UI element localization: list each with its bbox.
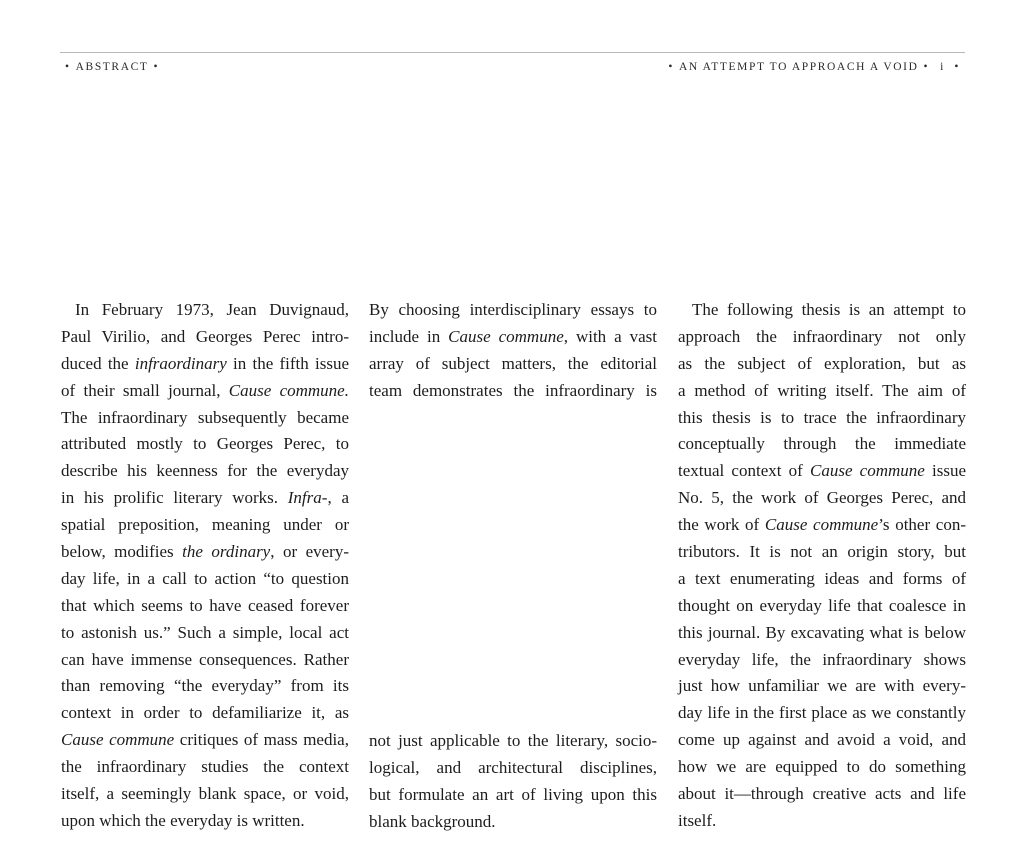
running-head-right	[663, 61, 965, 73]
italic-text: the ordinary	[182, 542, 271, 562]
text-line	[678, 378, 966, 405]
text-line	[369, 378, 657, 405]
text-run: everyday life, the infraordinary shows	[678, 649, 966, 669]
text-line	[369, 324, 657, 351]
bullet-ornament: •	[954, 61, 960, 73]
text-line	[61, 727, 349, 754]
text-run: logical, and architectural disciplines,	[369, 757, 657, 777]
text-run: context in order to defamiliarize it, as	[61, 703, 349, 723]
italic-text: Cause commune	[61, 730, 175, 750]
text-line	[369, 809, 657, 836]
text-run: but formulate an art of living upon this	[369, 784, 657, 804]
text-run: textual context of	[678, 461, 810, 481]
text-line	[678, 808, 966, 835]
text-run: come up against and avoid a void, and	[678, 730, 966, 750]
text-run: this journal. By excavating what is below	[678, 622, 966, 642]
text-line	[61, 378, 349, 405]
running-head-left	[60, 61, 164, 73]
text-run: the work of	[678, 515, 765, 535]
text-line	[61, 485, 349, 512]
text-line	[61, 431, 349, 458]
text-line	[61, 539, 349, 566]
text-line	[678, 593, 966, 620]
abstract-column-1	[61, 297, 349, 835]
text-line	[678, 781, 966, 808]
text-line	[61, 700, 349, 727]
text-run: a text enumerating ideas and forms of	[678, 568, 966, 588]
page-number: i	[940, 61, 944, 73]
text-line	[678, 566, 966, 593]
italic-text: Cause commune	[448, 326, 564, 346]
italic-text: Cause commune	[809, 461, 925, 481]
italic-text: Cause commune.	[228, 380, 349, 400]
text-run: just how unfamiliar we are with every-	[678, 676, 966, 696]
text-line	[678, 405, 966, 432]
text-line	[61, 781, 349, 808]
text-line	[369, 351, 657, 378]
text-line	[61, 754, 349, 781]
text-line	[61, 405, 349, 432]
text-run: itself, a seemingly blank space, or void,	[61, 784, 349, 804]
text-line	[678, 700, 966, 727]
text-run: a method of writing itself. The aim of	[678, 380, 966, 400]
text-line	[678, 754, 966, 781]
italic-text: Cause commune	[764, 515, 879, 535]
text-run: team demonstrates the infraordinary is	[369, 380, 657, 400]
text-line	[678, 512, 966, 539]
text-run: can have immense consequences. Rather	[61, 649, 349, 669]
text-run: how we are equipped to do something	[678, 757, 966, 777]
text-run: critiques of mass media,	[174, 730, 349, 750]
bullet-ornament: •	[923, 61, 930, 73]
text-run: itself.	[678, 810, 717, 830]
text-run: , with a vast	[563, 326, 657, 346]
text-run: issue	[924, 461, 966, 481]
text-run: upon which the everyday is written.	[61, 810, 305, 830]
text-line	[678, 458, 966, 485]
text-run: include in	[369, 326, 449, 346]
text-line	[678, 324, 966, 351]
text-line	[369, 755, 657, 782]
text-run: The following thesis is an attempt to	[692, 300, 966, 319]
text-run: In February 1973, Jean Duvignaud,	[75, 300, 349, 319]
text-run: array of subject matters, the editorial	[369, 353, 657, 373]
text-run: blank background.	[369, 811, 496, 831]
text-run: The infraordinary subsequently became	[61, 407, 349, 427]
text-line	[61, 351, 349, 378]
text-line	[61, 458, 349, 485]
text-run: in the fifth issue	[226, 353, 349, 373]
document-title: AN ATTEMPT TO APPROACH A VOID	[679, 61, 919, 73]
text-run: , or every-	[270, 542, 349, 562]
text-run: describe his keenness for the everyday	[61, 461, 349, 481]
text-run: the infraordinary studies the context	[61, 757, 349, 777]
text-run: conceptually through the immediate	[678, 434, 966, 454]
abstract-column-3	[678, 297, 966, 835]
text-run: spatial preposition, meaning under or	[61, 515, 349, 535]
text-line	[61, 647, 349, 674]
text-line	[678, 297, 966, 324]
text-line	[61, 620, 349, 647]
text-run: No. 5, the work of Georges Perec, and	[678, 488, 966, 508]
text-run: that which seems to have ceased forever	[61, 595, 349, 615]
text-line	[678, 485, 966, 512]
text-line	[61, 324, 349, 351]
text-run: than removing “the everyday” from its	[61, 676, 349, 696]
header-rule	[60, 52, 965, 53]
text-run: about it—through creative acts and life	[678, 784, 966, 804]
text-line	[61, 297, 349, 324]
text-line	[61, 593, 349, 620]
text-line	[678, 647, 966, 674]
text-run: of their small journal,	[61, 380, 229, 400]
text-run: tributors. It is not an origin story, but	[678, 542, 966, 562]
text-run: as the subject of exploration, but as	[678, 353, 966, 373]
section-title: ABSTRACT	[75, 61, 149, 73]
text-line	[678, 431, 966, 458]
text-run: not just applicable to the literary, socio-	[369, 731, 657, 750]
text-line	[678, 351, 966, 378]
text-line	[678, 539, 966, 566]
text-line	[61, 808, 349, 835]
text-run: day life in the first place as we constantly	[678, 703, 966, 723]
text-line	[61, 566, 349, 593]
text-run: day life, in a call to action “to question	[61, 568, 349, 588]
text-line	[369, 782, 657, 809]
text-run: duced the	[61, 353, 135, 373]
bullet-ornament: •	[668, 61, 675, 73]
text-line	[369, 297, 657, 324]
text-run: below, modifies	[61, 542, 183, 562]
text-run: to astonish us.” Such a simple, local act	[61, 622, 349, 642]
text-run: By choosing interdisciplinary essays to	[369, 300, 657, 319]
text-line	[61, 512, 349, 539]
text-line	[61, 673, 349, 700]
text-line	[678, 620, 966, 647]
text-run: approach the infraordinary not only	[678, 326, 966, 346]
text-run: in his prolific literary works.	[61, 488, 288, 508]
abstract-column-2-bottom	[369, 728, 657, 836]
text-line	[678, 673, 966, 700]
italic-text: Infra-	[287, 488, 328, 508]
text-run: thought on everyday life that coalesce in	[678, 595, 966, 615]
text-run: , a	[327, 488, 349, 508]
text-line	[369, 728, 657, 755]
text-line	[678, 727, 966, 754]
text-run: Paul Virilio, and Georges Perec intro-	[61, 326, 349, 346]
text-run: ’s other con-	[878, 515, 966, 535]
bullet-ornament: •	[153, 61, 160, 73]
text-run: attributed mostly to Georges Perec, to	[61, 434, 349, 454]
text-run: this thesis is to trace the infraordinary	[678, 407, 966, 427]
abstract-column-2-top	[369, 297, 657, 405]
italic-text: infraordinary	[134, 353, 227, 373]
bullet-ornament: •	[65, 61, 71, 73]
